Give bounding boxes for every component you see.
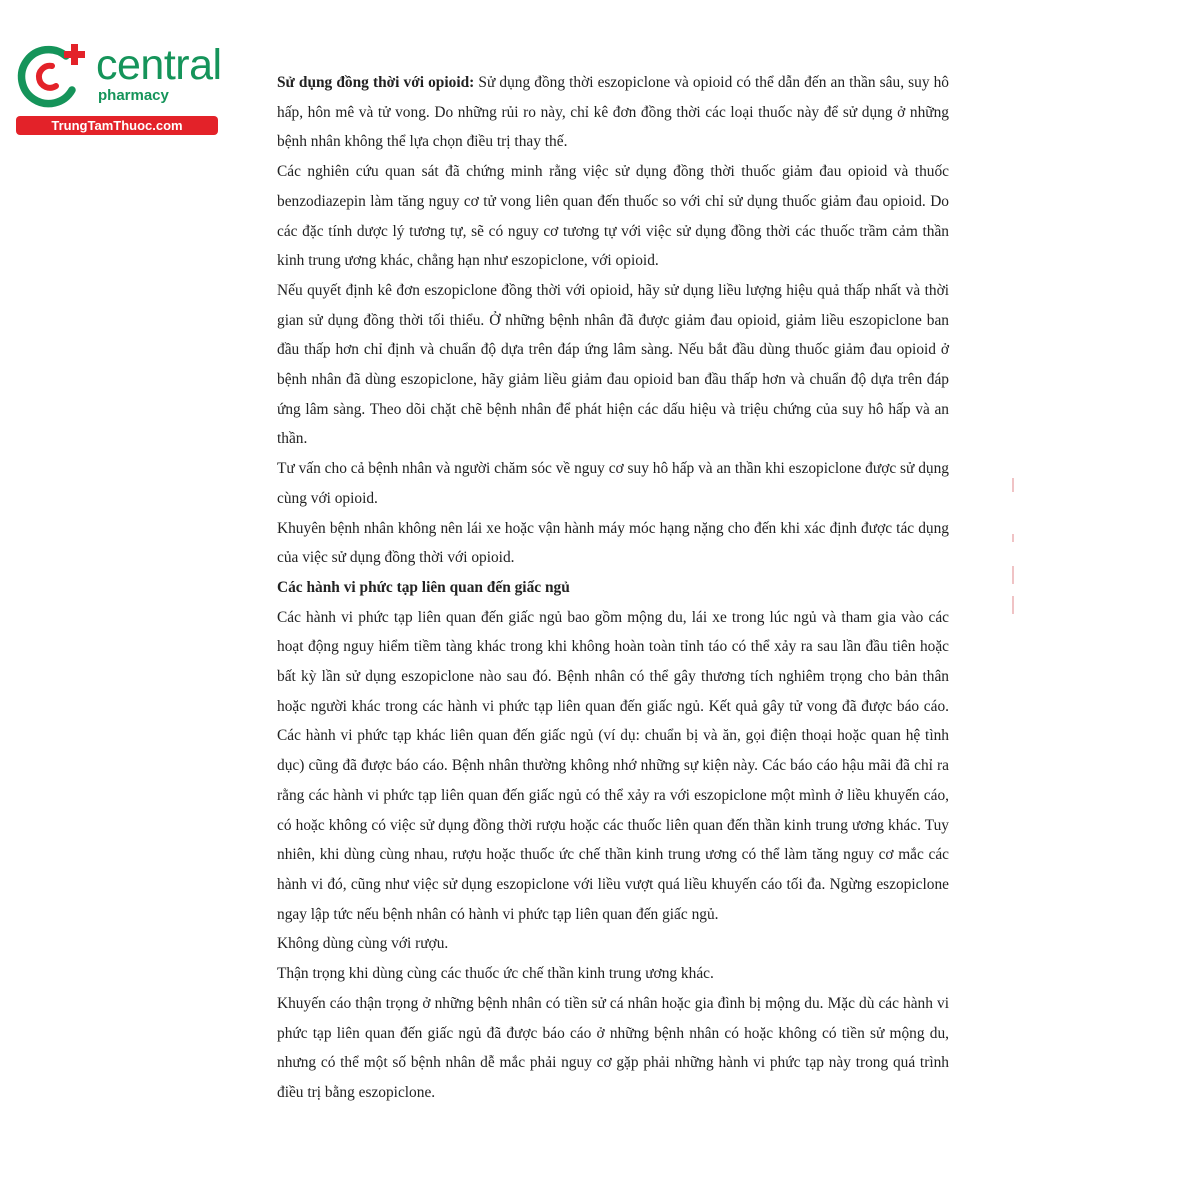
pharmacy-cross-logo-icon	[10, 38, 94, 114]
paragraph: Không dùng cùng với rượu.	[277, 935, 449, 953]
section-heading-opioid: Sử dụng đồng thời với opioid:	[277, 74, 475, 91]
paragraph: Khuyên bệnh nhân không nên lái xe hoặc vận hành máy móc hạng nặng cho đến khi xác định được tác dụng của việc sử dụng đồng thời với opioid.	[277, 519, 949, 567]
paragraph: Tư vấn cho cả bệnh nhân và người chăm sóc về nguy cơ suy hô hấp và an thần khi eszopiclone được sử dụng cùng với opioid.	[277, 460, 949, 507]
brand-subtitle: pharmacy	[98, 87, 169, 104]
stamp-mark	[1012, 478, 1014, 492]
paragraph: Thận trọng khi dùng cùng các thuốc ức chế thần kinh trung ương khác.	[277, 965, 714, 983]
paragraph-opioid-intro	[277, 68, 949, 157]
section-heading-sleep-behaviors: Các hành vi phức tạp liên quan đến giấc ngủ	[277, 578, 570, 596]
document-body	[277, 68, 949, 1108]
stamp-mark	[1012, 596, 1014, 614]
website-badge: TrungTamThuoc.com	[16, 116, 218, 135]
brand-name: central	[96, 41, 222, 89]
paragraph: Nếu quyết định kê đơn eszopiclone đồng thời với opioid, hãy sử dụng liều lượng hiệu quả thấp nhất và thời gian sử dụng đồng thời tối thiểu. Ở những bệnh nhân đã được giảm đau opioid, giảm liều eszopiclone ban đầu thấp hơn chỉ định và chuẩn độ dựa trên đáp ứng lâm sàng. Nếu bắt đầu dùng thuốc giảm đau opioid ở bệnh nhân đã dùng eszopiclone, hãy giảm liều giảm đau opioid ban đầu thấp hơn và chuẩn độ dựa trên đáp ứng lâm sàng. Theo dõi chặt chẽ bệnh nhân để phát hiện các dấu hiệu và triệu chứng của suy hô hấp và an thần.	[277, 281, 949, 448]
paragraph: Khuyến cáo thận trọng ở những bệnh nhân có tiền sử cá nhân hoặc gia đình bị mộng du. Mặc dù các hành vi phức tạp liên quan đến giấc ngủ đã được báo cáo ở những bệnh nhân có hoặc không có tiền sử mộng du, nhưng có thể một số bệnh nhân dễ mắc phải nguy cơ gặp phải những hành vi phức tạp này trong quá trình điều trị bằng eszopiclone.	[277, 994, 949, 1101]
paragraph: Các nghiên cứu quan sát đã chứng minh rằng việc sử dụng đồng thời thuốc giảm đau opioid và thuốc benzodiazepin làm tăng nguy cơ tử vong liên quan đến thuốc so với chỉ sử dụng thuốc giảm đau opioid. Do các đặc tính dược lý tương tự, sẽ có nguy cơ tương tự với việc sử dụng đồng thời các thuốc trầm cảm thần kinh trung ương khác, chẳng hạn như eszopiclone, với opioid.	[277, 163, 949, 270]
central-pharmacy-logo	[10, 38, 222, 138]
paragraph-opioid-intro-text: Sử dụng đồng thời eszopiclone và opioid có thể dẫn đến an thần sâu, suy hô hấp, hôn mê và tử vong. Do những rủi ro này, chỉ kê đơn đồng thời các loại thuốc này để sử dụng ở những bệnh nhân không thể lựa chọn điều trị thay thế.	[277, 74, 949, 151]
stamp-mark	[1012, 566, 1014, 584]
margin-stamp-marks	[1008, 478, 1022, 618]
stamp-mark	[1012, 534, 1014, 542]
paragraph: Các hành vi phức tạp liên quan đến giấc ngủ bao gồm mộng du, lái xe trong lúc ngủ và tham gia vào các hoạt động nguy hiểm tiềm tàng khác trong khi không hoàn toàn tỉnh táo có thể xảy ra sau lần đầu tiên hoặc bất kỳ lần sử dụng eszopiclone nào sau đó. Bệnh nhân có thể gây thương tích nghiêm trọng cho bản thân hoặc người khác trong các hành vi phức tạp liên quan đến giấc ngủ. Kết quả gây tử vong đã được báo cáo. Các hành vi phức tạp khác liên quan đến giấc ngủ (ví dụ: chuẩn bị và ăn, gọi điện thoại hoặc quan hệ tình dục) cũng đã được báo cáo. Bệnh nhân thường không nhớ những sự kiện này. Các báo cáo hậu mãi đã chỉ ra rằng các hành vi phức tạp liên quan đến giấc ngủ có thể xảy ra với eszopiclone một mình ở liều khuyến cáo, có hoặc không có việc sử dụng đồng thời rượu hoặc các thuốc liên quan đến thần kinh trung ương khác. Tuy nhiên, khi dùng cùng nhau, rượu hoặc thuốc ức chế thần kinh trung ương có thể làm tăng nguy cơ mắc các hành vi đó, cũng như việc sử dụng eszopiclone với liều vượt quá liều khuyến cáo tối đa. Ngừng eszopiclone ngay lập tức nếu bệnh nhân có hành vi phức tạp liên quan đến giấc ngủ.	[277, 608, 949, 923]
